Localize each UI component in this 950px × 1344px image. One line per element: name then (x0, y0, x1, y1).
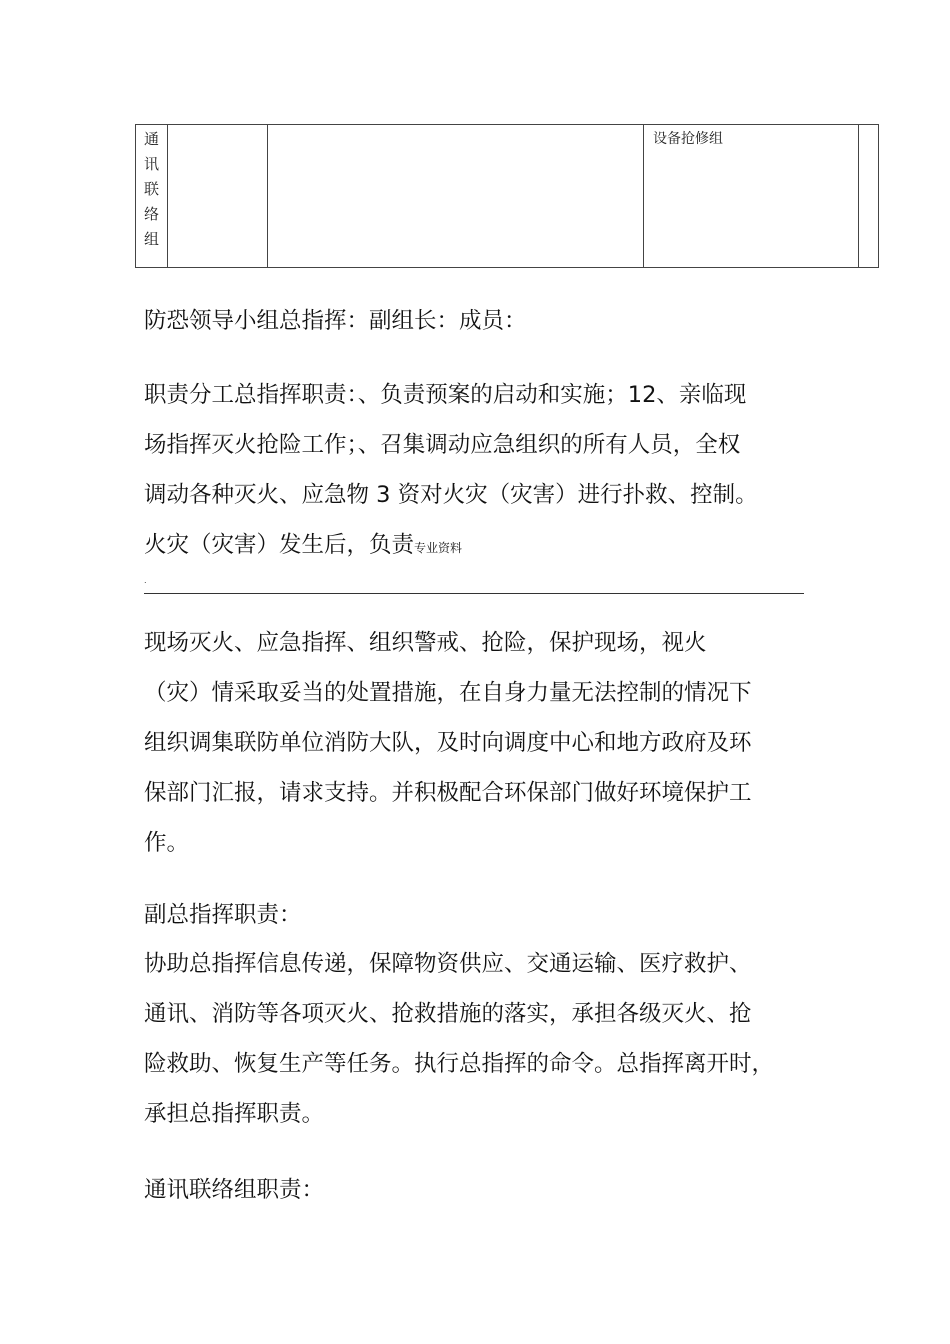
onsite-duties-paragraph (144, 618, 752, 868)
text-line: 保部门汇报，请求支持。并积极配合环保部门做好环境保护工 (144, 780, 752, 806)
comm-group-char: 讯 (143, 155, 159, 173)
comm-group-cell (136, 127, 167, 252)
text-line: 通讯联络组职责： (144, 1177, 325, 1203)
text-line: 职责分工总指挥职责：、负责预案的启动和实施；12、亲临现 (144, 382, 747, 408)
page-divider (144, 593, 804, 594)
text-line: 现场灭火、应急指挥、组织警戒、抢险，保护现场，视火 (144, 630, 707, 656)
table-divider (267, 125, 268, 267)
footer-dot: . (144, 576, 147, 585)
commander-duties-paragraph (144, 370, 758, 573)
text-line: 协助总指挥信息传递，保障物资供应、交通运输、医疗救护、 (144, 951, 752, 977)
text-line: 副总指挥职责： (144, 902, 302, 928)
comm-group-char: 组 (143, 230, 159, 248)
text-line: 防恐领导小组总指挥：副组长：成员： (144, 308, 527, 334)
deputy-commander-heading (144, 890, 302, 940)
comm-group-char: 通 (143, 130, 159, 148)
text-segment: 火灾（灾害）发生后，负责 (144, 532, 415, 558)
comm-group-char: 联 (143, 180, 159, 198)
footer-tag: 专业资料 (414, 541, 463, 555)
deputy-duties-paragraph (144, 939, 774, 1139)
table-divider (858, 125, 859, 267)
text-line: 组织调集联防单位消防大队，及时向调度中心和地方政府及环 (144, 730, 752, 756)
comm-group-char: 络 (143, 205, 159, 223)
equipment-repair-group-cell: 设备抢修组 (653, 131, 723, 147)
table-divider (643, 125, 644, 267)
text-line (144, 520, 758, 573)
text-line: 通讯、消防等各项灭火、抢救措施的落实，承担各级灭火、抢 (144, 1001, 752, 1027)
leadership-group-line (144, 296, 527, 346)
text-line: （灾）情采取妥当的处置措施，在自身力量无法控制的情况下 (144, 680, 752, 706)
text-line: 作。 (144, 830, 190, 856)
table-divider (167, 125, 168, 267)
text-line: 调动各种灭火、应急物 3 资对火灾（灾害）进行扑救、控制。 (144, 482, 758, 508)
text-line: 承担总指挥职责。 (144, 1101, 325, 1127)
text-line: 险救助、恢复生产等任务。执行总指挥的命令。总指挥离开时， (144, 1051, 775, 1077)
responsibility-table (135, 124, 879, 268)
comm-group-heading (144, 1165, 324, 1215)
text-line: 场指挥灭火抢险工作；、召集调动应急组织的所有人员，全权 (144, 432, 741, 458)
